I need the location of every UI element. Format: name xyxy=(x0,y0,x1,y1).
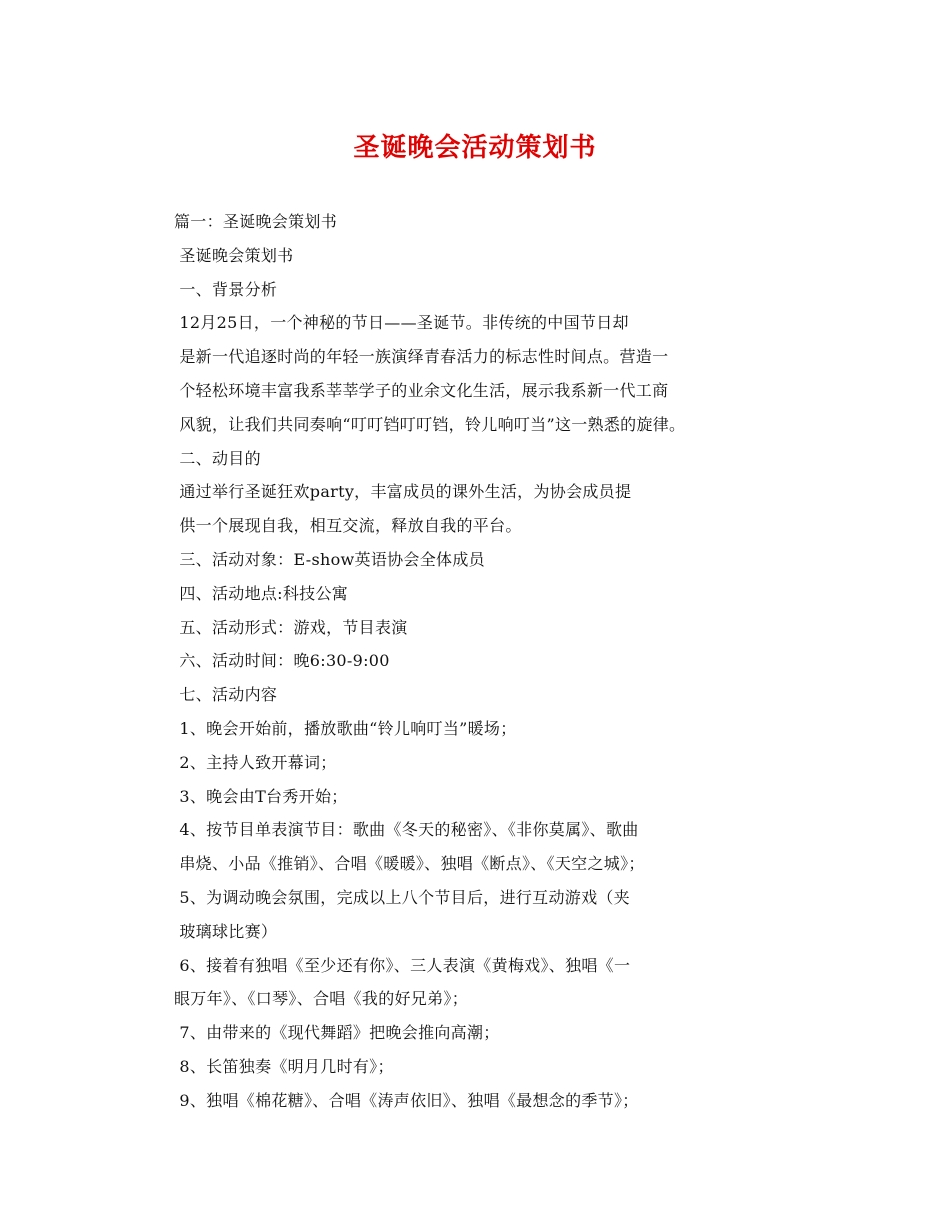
body-line: 5、为调动晚会氛围，完成以上八个节目后，进行互动游戏（夹 xyxy=(174,887,630,907)
body-line: 2、主持人致开幕词； xyxy=(174,752,337,772)
body-line: 圣诞晚会策划书 xyxy=(174,245,294,265)
body-line: 供一个展现自我，相互交流，释放自我的平台。 xyxy=(174,516,522,536)
body-line: 3、晚会由T台秀开始； xyxy=(174,786,348,806)
body-line: 玻璃球比赛） xyxy=(174,921,278,941)
body-line: 是新一代追逐时尚的年轻一族演绎青春活力的标志性时间点。营造一 xyxy=(174,347,669,367)
body-line: 眼万年》、《口琴》、合唱《我的好兄弟》； xyxy=(174,989,469,1009)
body-line: 一、背景分析 xyxy=(174,279,278,299)
body-line: 二、动目的 xyxy=(174,448,261,468)
body-line: 12月25日，一个神秘的节日——圣诞节。非传统的中国节日却 xyxy=(174,313,629,333)
body-line: 四、活动地点:科技公寓 xyxy=(174,583,349,603)
body-line: 7、由带来的《现代舞蹈》把晚会推向高潮； xyxy=(174,1023,500,1043)
document-body xyxy=(174,205,874,1118)
body-line: 串烧、小品《推销》、合唱《暖暖》、独唱《断点》、《天空之城》； xyxy=(174,854,645,874)
document-title: 圣诞晚会活动策划书 xyxy=(353,133,597,163)
body-line: 三、活动对象：E-show英语协会全体成员 xyxy=(174,549,485,569)
body-line: 篇一：圣诞晚会策划书 xyxy=(174,212,338,231)
body-line: 七、活动内容 xyxy=(174,685,278,705)
body-line: 4、按节目单表演节目：歌曲《冬天的秘密》、《非你莫属》、歌曲 xyxy=(174,820,639,840)
body-line: 通过举行圣诞狂欢party，丰富成员的课外生活，为协会成员提 xyxy=(174,482,632,502)
body-line: 9、独唱《棉花糖》、合唱《涛声依旧》、独唱《最想念的季节》； xyxy=(174,1090,639,1110)
body-line: 五、活动形式：游戏，节目表演 xyxy=(174,617,408,637)
body-line: 6、接着有独唱《至少还有你》、三人表演《黄梅戏》、独唱《一 xyxy=(174,955,631,975)
body-line: 1、晚会开始前，播放歌曲“铃儿响叮当”暖场； xyxy=(174,718,517,738)
body-line: 8、长笛独奏《明月几时有》； xyxy=(174,1056,394,1076)
body-line: 六、活动时间：晚6:30-9:00 xyxy=(174,651,390,671)
body-line: 个轻松环境丰富我系莘莘学子的业余文化生活，展示我系新一代工商 xyxy=(174,380,669,400)
body-line: 风貌，让我们共同奏响“叮叮铛叮叮铛，铃儿响叮当”这一熟悉的旋律。 xyxy=(174,414,686,434)
